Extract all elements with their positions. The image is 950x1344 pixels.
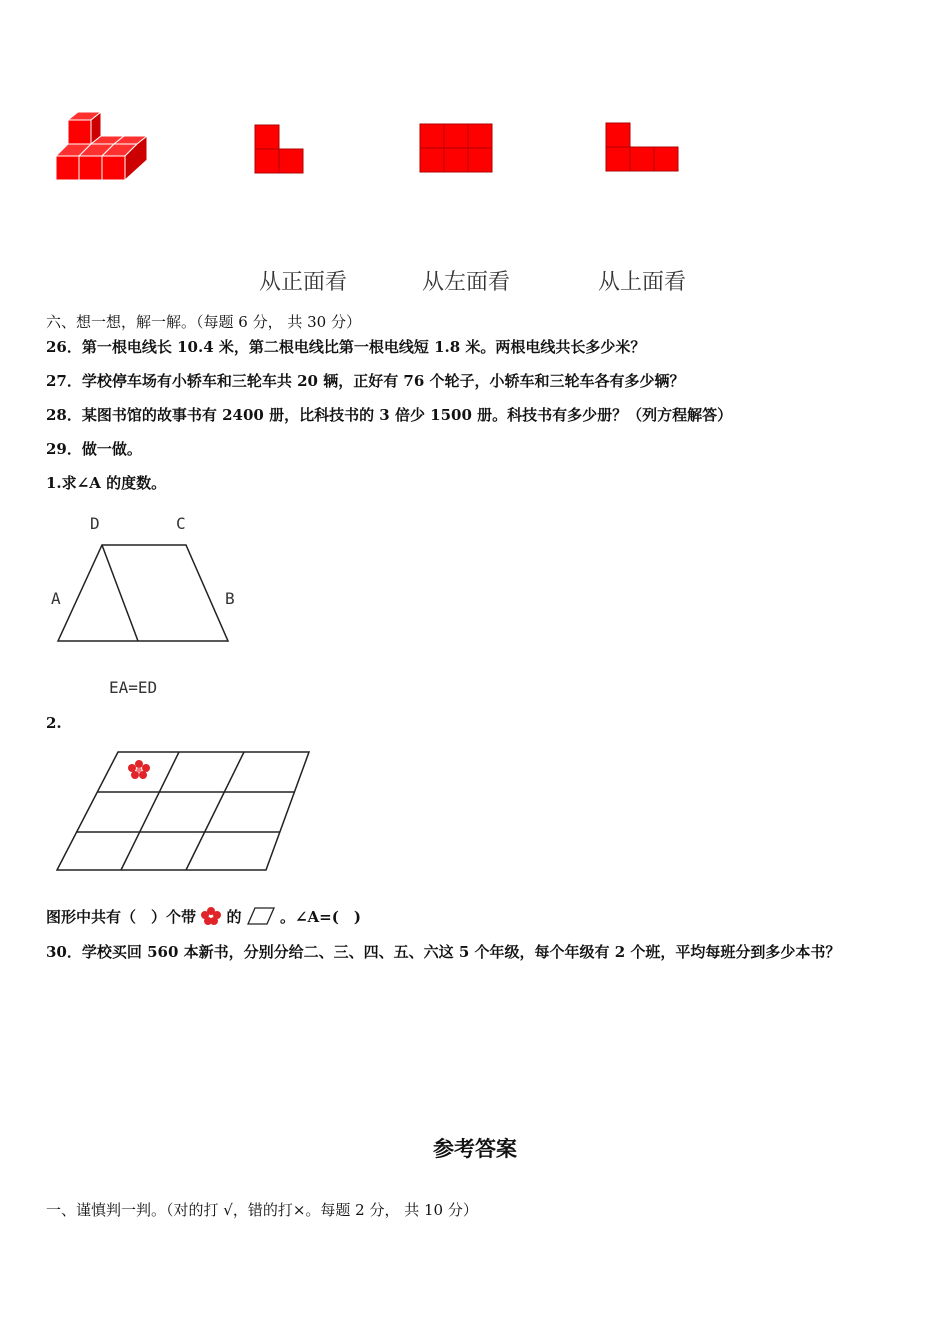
question-29-part2: 2. xyxy=(46,714,62,732)
label-D: D xyxy=(90,514,100,533)
section6-heading: 六、想一想，解一解。（每题 6 分， 共 30 分） xyxy=(46,313,361,331)
parallelogram-icon xyxy=(247,907,275,925)
figure-caption: EA=ED xyxy=(109,678,158,697)
question-27: 27．学校停车场有小轿车和三轮车共 20 辆，正好有 76 个轮子，小轿车和三轮车各有多少辆？ xyxy=(46,372,685,390)
label-A: A xyxy=(51,589,61,608)
front-view-label: 从正面看 xyxy=(259,270,348,295)
trapezoid-figure xyxy=(56,543,232,645)
blank-text-c: 。∠A=( ) xyxy=(279,908,361,926)
answers-title: 参考答案 xyxy=(433,1136,517,1161)
top-view-figure xyxy=(605,122,681,174)
flower-icon xyxy=(128,760,150,779)
front-view-figure xyxy=(254,124,306,176)
left-view-label: 从左面看 xyxy=(422,270,511,295)
blank-text-a: 图形中共有（ ）个带 xyxy=(46,908,197,926)
question-29: 29．做一做。 xyxy=(46,440,142,458)
cube-solid-figure xyxy=(54,110,150,182)
question-26: 26．第一根电线长 10.4 米，第二根电线比第一根电线短 1.8 米。两根电线共长多少米？ xyxy=(46,338,646,356)
label-B: B xyxy=(225,589,235,608)
parallelogram-grid-figure xyxy=(55,750,313,872)
question-28: 28．某图书馆的故事书有 2400 册，比科技书的 3 倍少 1500 册。科技书有多少册？（列方程解答） xyxy=(46,406,733,424)
blank-text-b: 的 xyxy=(226,908,242,926)
question-30: 30．学校买回 560 本新书，分别分给二、三、四、五、六这 5 个年级，每个年级有 2 个班，平均每班分到多少本书？ xyxy=(46,943,841,961)
question-29-blank-line xyxy=(46,906,361,927)
answers-section1-heading: 一、谨慎判一判。（对的打 √，错的打×。每题 2 分， 共 10 分） xyxy=(46,1201,478,1219)
top-view-label: 从上面看 xyxy=(598,270,687,295)
question-29-part1: 1.求∠A 的度数。 xyxy=(46,474,167,492)
left-view-figure xyxy=(419,123,495,175)
label-C: C xyxy=(176,514,186,533)
flower-icon xyxy=(201,907,221,925)
